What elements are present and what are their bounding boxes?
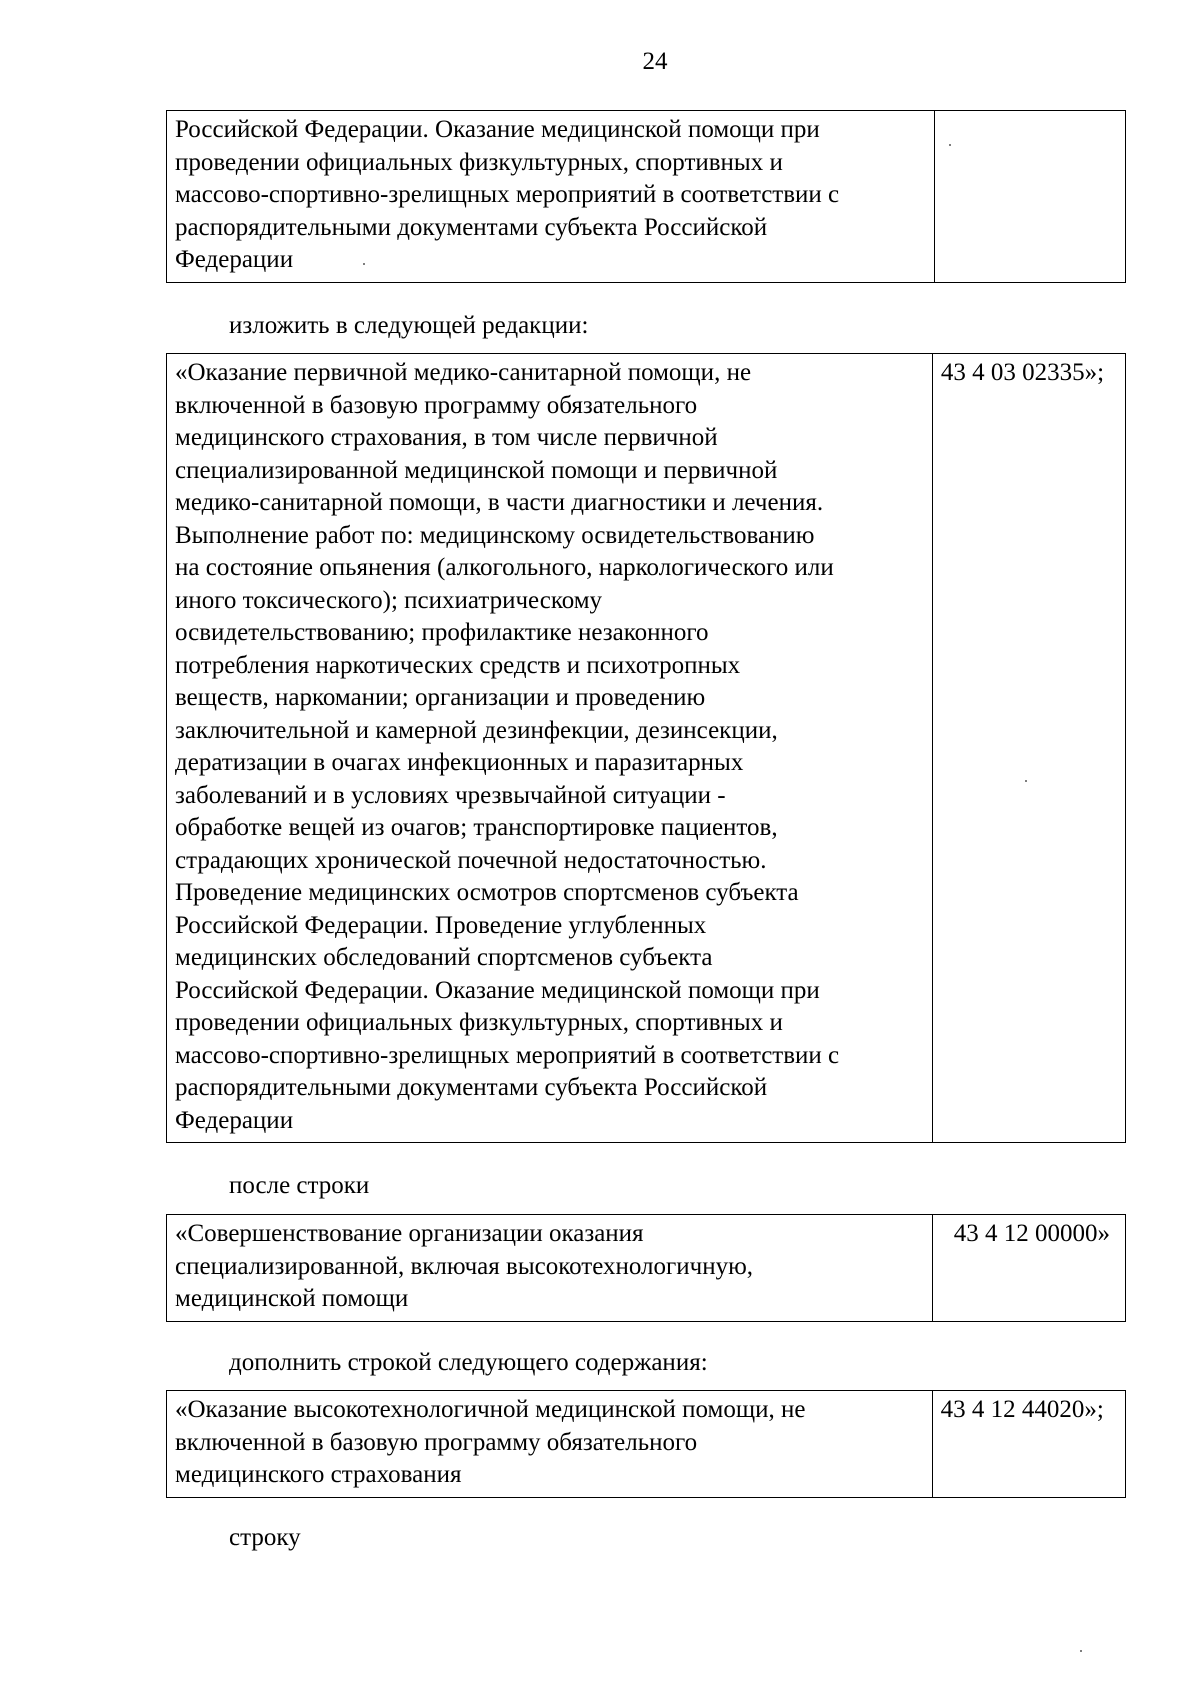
text-line: заболеваний и в условиях чрезвычайной ситуации - <box>175 781 726 809</box>
text-line: дератизации в очагах инфекционных и паразитарных <box>175 749 744 776</box>
text-line: иного токсического); психиатрическому <box>175 586 603 614</box>
text-line: включенной в базовую программу обязательного <box>175 1428 698 1456</box>
text-line: Выполнение работ по: медицинскому освидетельствованию <box>175 521 815 549</box>
text-line: Российской Федерации. Оказание медицинской помощи при <box>175 116 820 143</box>
table-row <box>167 111 1126 283</box>
code-cell <box>935 111 1126 283</box>
text-line: проведении официальных физкультурных, спортивных и <box>175 1009 783 1036</box>
text-line: распорядительными документами субъекта Российской <box>175 1074 768 1101</box>
text-line: освидетельствованию; профилактике незаконного <box>175 619 709 646</box>
description-cell <box>167 354 933 1143</box>
text-line: проведении официальных физкультурных, спортивных и <box>175 148 783 176</box>
table-reference-row <box>166 1214 1126 1322</box>
text-line: медицинского страхования <box>175 1461 462 1488</box>
text-line: Российской Федерации. Оказание медицинской помощи при <box>175 976 820 1004</box>
text-line: специализированной, включая высокотехнологичную, <box>175 1252 754 1280</box>
code-cell: 43 4 12 00000» <box>932 1215 1125 1322</box>
text-line: медико-санитарной помощи, в части диагностики и лечения. <box>175 489 824 516</box>
description-cell <box>167 111 935 283</box>
table-row <box>167 1391 1126 1498</box>
text-line: «Совершенствование организации оказания <box>175 1220 644 1247</box>
text-line: медицинской помощи <box>175 1285 409 1312</box>
code-cell: 43 4 03 02335»; <box>932 354 1125 1143</box>
table-supplement-row <box>166 1390 1126 1498</box>
text-line: «Оказание высокотехнологичной медицинской помощи, не <box>175 1396 806 1423</box>
description-cell <box>167 1391 933 1498</box>
text-line: веществ, наркомании; организации и проведению <box>175 684 706 711</box>
table-new-wording <box>166 353 1126 1143</box>
text-line: на состояние опьянения (алкогольного, наркологического или <box>175 554 834 581</box>
code-cell: 43 4 12 44020»; <box>932 1391 1125 1498</box>
scan-speck <box>363 263 365 265</box>
text-line: потребления наркотических средств и психотропных <box>175 651 741 679</box>
table-row <box>167 1215 1126 1322</box>
text-line: массово-спортивно-зрелищных мероприятий в соответствии с <box>175 181 840 208</box>
text-line: специализированной медицинской помощи и первичной <box>175 456 778 484</box>
text-line: массово-спортивно-зрелищных мероприятий в соответствии с <box>175 1041 840 1069</box>
table-continuation <box>166 110 1126 283</box>
text-line: распорядительными документами субъекта Российской <box>175 213 768 241</box>
text-line: обработке вещей из очагов; транспортировке пациентов, <box>175 814 778 841</box>
text-line: Федерации <box>175 1106 294 1134</box>
text-line: страдающих хронической почечной недостаточностью. <box>175 846 767 874</box>
paragraph-instruction: изложить в следующей редакции: <box>229 312 589 339</box>
paragraph-after-row: после строки <box>229 1172 370 1199</box>
text-line: Российской Федерации. Проведение углубленных <box>175 911 707 939</box>
text-line: «Оказание первичной медико-санитарной помощи, не <box>175 359 752 386</box>
scan-speck <box>1025 780 1027 782</box>
page-number: 24 <box>642 48 668 75</box>
text-line: медицинского страхования, в том числе первичной <box>175 424 718 451</box>
text-line: медицинских обследований спортсменов субъекта <box>175 944 713 971</box>
description-cell <box>167 1215 933 1322</box>
text-line: Проведение медицинских осмотров спортсменов субъекта <box>175 879 799 906</box>
scan-speck <box>1080 1650 1082 1652</box>
paragraph-row: строку <box>229 1524 301 1551</box>
paragraph-supplement: дополнить строкой следующего содержания: <box>229 1349 708 1376</box>
scan-speck <box>949 144 951 146</box>
text-line: включенной в базовую программу обязательного <box>175 391 698 419</box>
text-line: заключительной и камерной дезинфекции, дезинсекции, <box>175 716 778 744</box>
table-row <box>167 354 1126 1143</box>
text-line: Федерации <box>175 246 294 273</box>
